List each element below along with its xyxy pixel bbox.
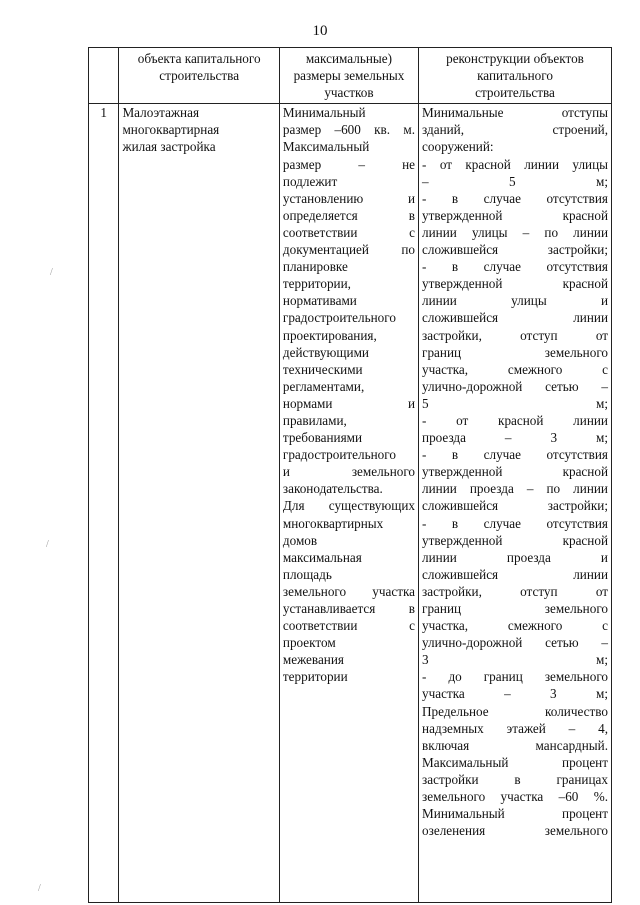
- limits-line: надземных этажей – 4,: [422, 720, 608, 736]
- limits-line: озеленения земельного: [422, 823, 608, 839]
- plot-size-line: Для существующих: [282, 498, 416, 514]
- plot-size-line: и земельного: [282, 464, 416, 480]
- limits-line: - в случае отсутствия: [422, 190, 608, 206]
- plot-size-line: Максимальный: [282, 139, 370, 155]
- limits-line: застройки, отступ от: [422, 327, 608, 343]
- plot-size-line: Минимальный: [282, 105, 366, 121]
- limits-line: Минимальный процент: [422, 806, 608, 822]
- zoning-table: [88, 47, 612, 903]
- limits-line: застройки в границах: [422, 771, 608, 787]
- header-cell-size: [279, 48, 418, 104]
- use-type-line: многоквартирная: [122, 122, 220, 138]
- limits-line: линии проезда – по линии: [422, 481, 608, 497]
- plot-size-line: нормами и: [282, 395, 416, 411]
- limits-line: границ земельного: [422, 344, 608, 360]
- limits-line: участка, смежного с: [422, 361, 608, 377]
- limits-line: линии улицы – по линии: [422, 224, 608, 240]
- use-type-line: Малоэтажная: [122, 105, 200, 121]
- plot-size-line: устанавливается в: [282, 601, 416, 616]
- limits-line: участка – 3 м;: [422, 686, 608, 702]
- plot-size-line: проектирования,: [282, 327, 377, 343]
- plot-size-cell: [279, 104, 418, 903]
- limits-line: границ земельного: [422, 601, 608, 616]
- limits-line: сложившейся застройки;: [422, 242, 608, 258]
- header-limits-line: капитального: [477, 68, 553, 84]
- header-cell-name: [119, 48, 279, 104]
- header-limits-line: строительства: [475, 85, 555, 101]
- plot-size-line: градостроительного: [282, 447, 396, 463]
- limits-line: – 5 м;: [422, 173, 608, 189]
- margin-pen-mark: /: [46, 539, 49, 550]
- plot-size-line: территории,: [282, 276, 351, 292]
- limits-line: 5 м;: [422, 395, 608, 411]
- plot-size-line: многоквартирных: [282, 515, 384, 531]
- table-row: [89, 104, 612, 903]
- plot-size-line: планировке: [282, 259, 348, 275]
- plot-size-line: регламентами,: [282, 378, 365, 394]
- plot-size-line: проектом: [282, 635, 336, 651]
- limits-line: сооружений:: [422, 139, 494, 155]
- limits-line: сложившейся линии: [422, 310, 608, 326]
- limits-line: - в случае отсутствия: [422, 447, 608, 463]
- use-type-line: жилая застройка: [122, 139, 216, 155]
- margin-pen-mark: /: [50, 267, 53, 278]
- limits-line: Минимальные отступы: [422, 105, 608, 121]
- limits-line: линии улицы и: [422, 293, 608, 309]
- limits-line: утвержденной красной: [422, 464, 608, 480]
- header-cell-limits: [419, 48, 612, 104]
- plot-size-line: нормативами: [282, 293, 357, 309]
- limits-line: 3 м;: [422, 652, 608, 668]
- limits-line: проезда – 3 м;: [422, 430, 608, 446]
- limits-cell: [419, 104, 612, 903]
- plot-size-line: домов: [282, 532, 318, 548]
- row-number: 1: [89, 104, 119, 903]
- limits-line: застройки, отступ от: [422, 583, 608, 599]
- plot-size-line: земельного участка: [282, 583, 416, 599]
- limits-line: улично-дорожной сетью –: [422, 635, 608, 651]
- limits-line: земельного участка –60 %.: [422, 789, 608, 805]
- plot-size-line: размер –600 кв. м.: [282, 122, 416, 138]
- plot-size-line: соответствии с: [282, 618, 416, 634]
- header-limits-line: реконструкции объектов: [446, 51, 584, 66]
- limits-line: - от красной линии: [422, 412, 608, 428]
- limits-line: Предельное количество: [422, 703, 608, 719]
- limits-line: линии проезда и: [422, 549, 608, 565]
- plot-size-line: законодательства.: [282, 481, 383, 497]
- limits-line: утвержденной красной: [422, 207, 608, 223]
- limits-line: зданий, строений,: [422, 122, 608, 138]
- plot-size-line: размер – не: [282, 156, 416, 172]
- header-name-line: объекта капитального: [137, 51, 261, 66]
- plot-size-line: градостроительного: [282, 310, 396, 326]
- use-type-cell: [119, 104, 279, 903]
- limits-line: улично-дорожной сетью –: [422, 378, 608, 394]
- plot-size-line: документацией по: [282, 242, 416, 258]
- limits-line: утвержденной красной: [422, 532, 608, 548]
- limits-line: - в случае отсутствия: [422, 259, 608, 275]
- limits-line: - от красной линии улицы: [422, 156, 608, 172]
- limits-line: - в случае отсутствия: [422, 515, 608, 531]
- header-size-line: участков: [324, 85, 374, 101]
- plot-size-line: правилами,: [282, 412, 347, 428]
- header-cell-num: [89, 48, 119, 104]
- plot-size-line: требованиями: [282, 430, 363, 446]
- limits-line: включая мансардный.: [422, 737, 608, 753]
- header-name-line: строительства: [159, 68, 240, 84]
- limits-line: сложившейся линии: [422, 566, 608, 582]
- limits-line: Максимальный процент: [422, 754, 608, 770]
- plot-size-line: территории: [282, 669, 348, 685]
- margin-pen-mark: /: [38, 883, 41, 894]
- plot-size-line: определяется в: [282, 207, 416, 223]
- plot-size-line: межевания: [282, 652, 344, 668]
- table-header-row: [89, 48, 612, 104]
- plot-size-line: техническими: [282, 361, 363, 377]
- plot-size-line: соответствии с: [282, 224, 416, 240]
- plot-size-line: подлежит: [282, 173, 338, 189]
- limits-line: участка, смежного с: [422, 618, 608, 634]
- header-size-line: максимальные): [305, 51, 393, 66]
- plot-size-line: установлению и: [282, 190, 416, 206]
- page-number: 10: [312, 23, 328, 39]
- limits-line: утвержденной красной: [422, 276, 608, 292]
- limits-line: - до границ земельного: [422, 669, 608, 685]
- plot-size-line: максимальная: [282, 549, 362, 565]
- limits-line: сложившейся застройки;: [422, 498, 608, 514]
- plot-size-line: площадь: [282, 566, 332, 582]
- plot-size-line: действующими: [282, 344, 369, 360]
- header-size-line: размеры земельных: [293, 68, 405, 84]
